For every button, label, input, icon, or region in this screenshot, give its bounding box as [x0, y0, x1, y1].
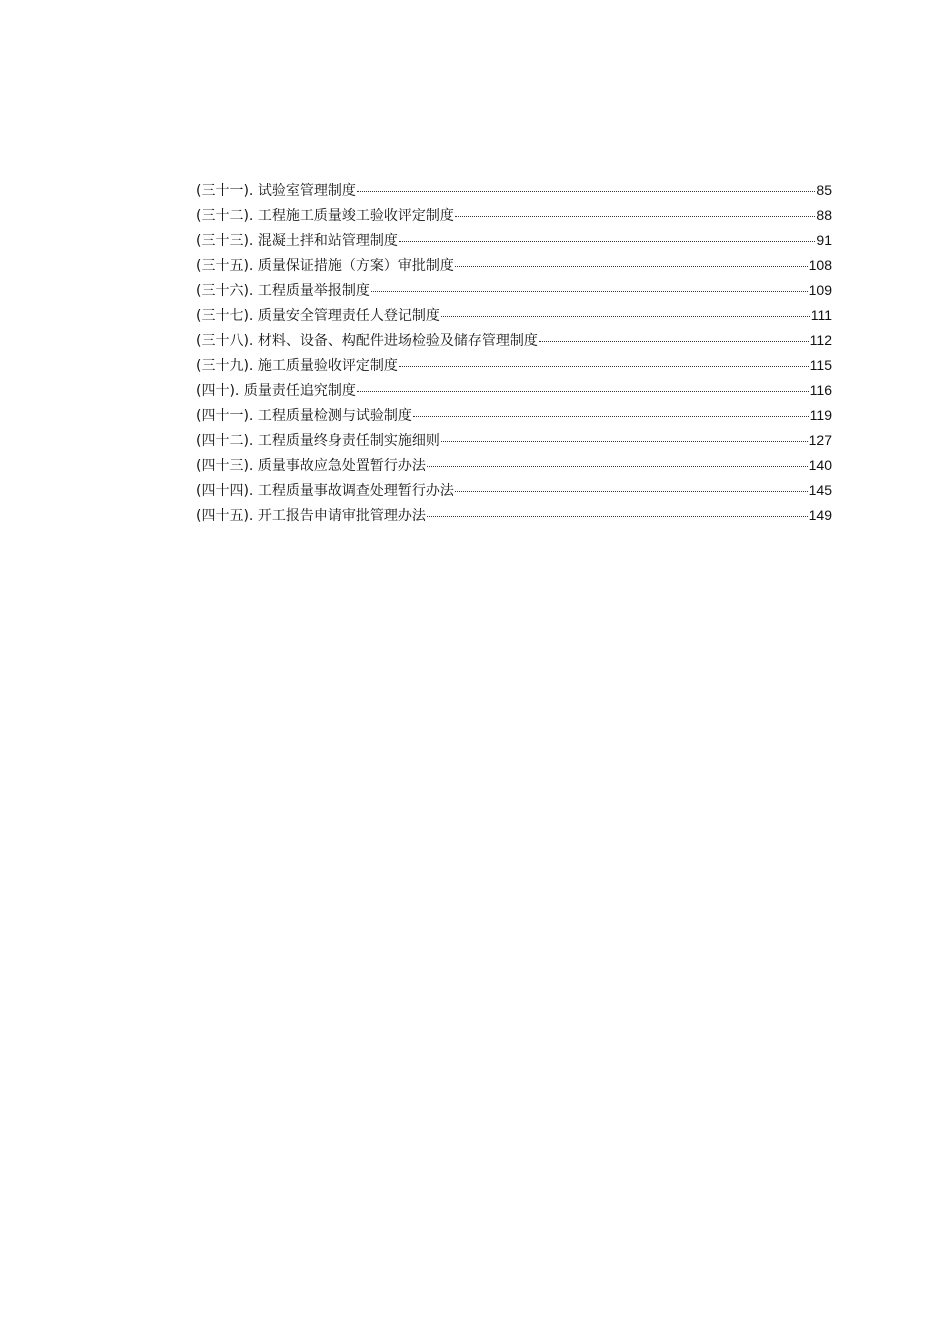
- toc-leader-dots: [455, 216, 816, 217]
- toc-entry[interactable]: [196, 478, 832, 503]
- toc-entry[interactable]: [196, 303, 832, 328]
- toc-entry-title: (三十一). 试验室管理制度: [196, 183, 356, 199]
- toc-leader-dots: [371, 291, 808, 292]
- table-of-contents: [196, 178, 832, 528]
- toc-leader-dots: [455, 266, 808, 267]
- toc-entry-page: 119: [809, 407, 832, 423]
- toc-entry-page: 149: [808, 507, 832, 523]
- toc-entry-title: (三十三). 混凝土拌和站管理制度: [196, 233, 398, 249]
- toc-entry-page: 112: [809, 332, 832, 348]
- toc-entry-title: (三十九). 施工质量验收评定制度: [196, 358, 398, 374]
- toc-entry[interactable]: [196, 278, 832, 303]
- toc-entry-page: 115: [809, 357, 832, 373]
- toc-entry-page: 108: [808, 257, 832, 273]
- toc-entry-title: (四十四). 工程质量事故调查处理暂行办法: [196, 483, 454, 499]
- toc-leader-dots: [413, 416, 809, 417]
- toc-leader-dots: [357, 391, 809, 392]
- toc-entry-page: 91: [816, 232, 832, 248]
- toc-entry-title: (三十七). 质量安全管理责任人登记制度: [196, 308, 440, 324]
- toc-entry[interactable]: [196, 253, 832, 278]
- toc-entry-page: 88: [816, 207, 832, 223]
- toc-leader-dots: [427, 516, 808, 517]
- toc-entry[interactable]: [196, 403, 832, 428]
- toc-entry-title: (四十五). 开工报告申请审批管理办法: [196, 508, 426, 524]
- toc-leader-dots: [539, 341, 809, 342]
- toc-entry-title: (四十三). 质量事故应急处置暂行办法: [196, 458, 426, 474]
- toc-entry[interactable]: [196, 328, 832, 353]
- toc-entry-page: 140: [808, 457, 832, 473]
- toc-entry-page: 85: [816, 182, 832, 198]
- toc-entry[interactable]: [196, 178, 832, 203]
- toc-entry-title: (三十二). 工程施工质量竣工验收评定制度: [196, 208, 454, 224]
- toc-leader-dots: [455, 491, 808, 492]
- toc-leader-dots: [441, 441, 808, 442]
- toc-entry[interactable]: [196, 428, 832, 453]
- toc-entry-page: 145: [808, 482, 832, 498]
- toc-entry[interactable]: [196, 353, 832, 378]
- toc-entry[interactable]: [196, 453, 832, 478]
- toc-leader-dots: [399, 241, 816, 242]
- toc-leader-dots: [399, 366, 809, 367]
- toc-entry-title: (三十五). 质量保证措施（方案）审批制度: [196, 258, 454, 274]
- toc-entry[interactable]: [196, 228, 832, 253]
- toc-entry-title: (三十六). 工程质量举报制度: [196, 283, 370, 299]
- toc-entry-title: (四十). 质量责任追究制度: [196, 383, 356, 399]
- toc-entry-title: (三十八). 材料、设备、构配件进场检验及储存管理制度: [196, 333, 538, 349]
- toc-entry-title: (四十一). 工程质量检测与试验制度: [196, 408, 412, 424]
- toc-entry-page: 127: [808, 432, 832, 448]
- toc-entry-page: 109: [808, 282, 832, 298]
- toc-entry-page: 111: [810, 307, 832, 323]
- toc-entry-title: (四十二). 工程质量终身责任制实施细则: [196, 433, 440, 449]
- toc-entry[interactable]: [196, 378, 832, 403]
- toc-leader-dots: [357, 191, 816, 192]
- toc-leader-dots: [427, 466, 808, 467]
- toc-entry[interactable]: [196, 503, 832, 528]
- toc-leader-dots: [441, 316, 810, 317]
- toc-entry[interactable]: [196, 203, 832, 228]
- toc-entry-page: 116: [809, 382, 832, 398]
